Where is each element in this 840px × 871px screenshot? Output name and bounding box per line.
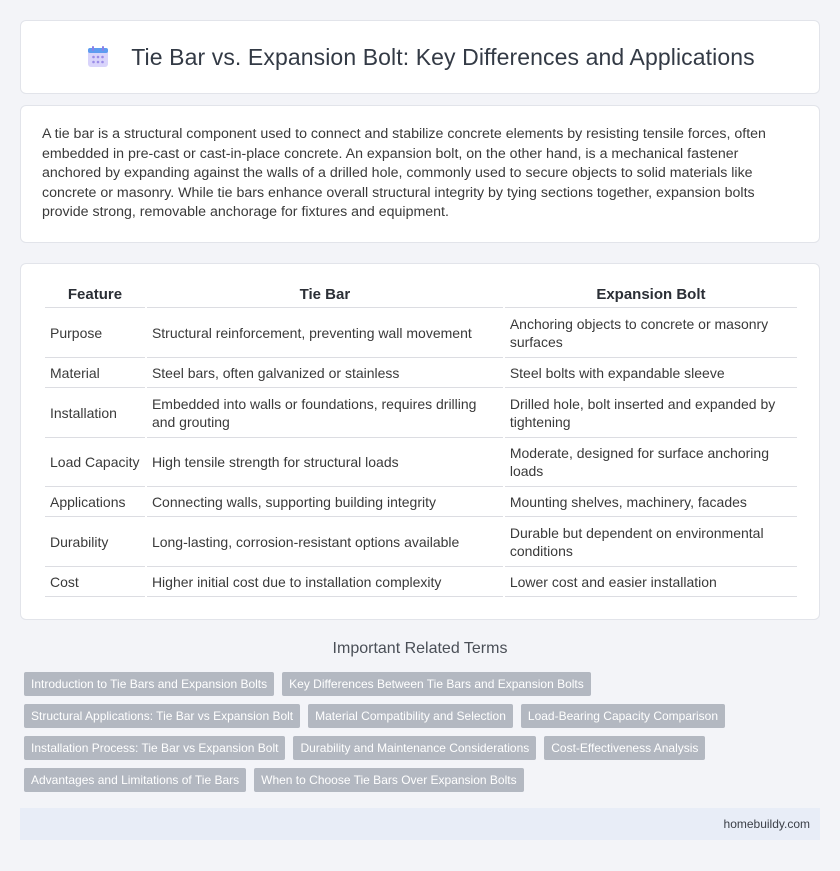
expansion-bolt-cell: Moderate, designed for surface anchoring loads bbox=[505, 438, 797, 487]
feature-cell: Durability bbox=[45, 517, 145, 567]
intro-text: A tie bar is a structural component used to connect and stabilize concrete elements by resisting tensile forces, often embedded in pre-cast or cast-in-place concrete. An expansion bolt, on the other hand, is a mechanical fastener anchored by expanding against the walls of a drilled hole, commonly used to secure objects to solid materials like concrete or masonry. While tie bars enhance overall structural integrity by tying sections together, expansion bolts provide strong, removable anchorage for fixtures and equipment. bbox=[42, 126, 766, 221]
expansion-bolt-cell: Durable but dependent on environmental conditions bbox=[505, 517, 797, 567]
footer-site[interactable]: homebuildy.com bbox=[723, 817, 810, 831]
expansion-bolt-cell: Steel bolts with expandable sleeve bbox=[505, 358, 797, 388]
footer bbox=[20, 808, 820, 840]
tie-bar-cell: Steel bars, often galvanized or stainless bbox=[147, 358, 503, 388]
feature-cell: Material bbox=[45, 358, 145, 388]
expansion-bolt-cell: Anchoring objects to concrete or masonry surfaces bbox=[505, 308, 797, 358]
feature-cell: Cost bbox=[45, 567, 145, 597]
header-expansion-bolt: Expansion Bolt bbox=[505, 284, 797, 308]
related-term-link[interactable]: Cost-Effectiveness Analysis bbox=[544, 736, 705, 760]
intro-card bbox=[20, 105, 820, 243]
feature-cell: Load Capacity bbox=[45, 438, 145, 487]
tag-row bbox=[24, 736, 824, 760]
page-title: Tie Bar vs. Expansion Bolt: Key Differences and Applications bbox=[131, 43, 755, 70]
table-row bbox=[45, 517, 797, 567]
expansion-bolt-cell: Drilled hole, bolt inserted and expanded by tightening bbox=[505, 388, 797, 438]
tie-bar-cell: High tensile strength for structural loads bbox=[147, 438, 503, 487]
table-row bbox=[45, 358, 797, 388]
related-term-link[interactable]: Installation Process: Tie Bar vs Expansion Bolt bbox=[24, 736, 285, 760]
related-terms-list bbox=[24, 672, 824, 800]
comparison-table bbox=[43, 284, 799, 597]
header-feature: Feature bbox=[45, 284, 145, 308]
tie-bar-cell: Higher initial cost due to installation complexity bbox=[147, 567, 503, 597]
comparison-table-card bbox=[20, 263, 820, 620]
feature-cell: Purpose bbox=[45, 308, 145, 358]
tag-row bbox=[24, 672, 824, 696]
tie-bar-cell: Connecting walls, supporting building integrity bbox=[147, 487, 503, 517]
table-row bbox=[45, 487, 797, 517]
feature-cell: Applications bbox=[45, 487, 145, 517]
related-term-link[interactable]: Durability and Maintenance Considerations bbox=[293, 736, 536, 760]
tag-row bbox=[24, 768, 824, 792]
tag-row bbox=[24, 704, 824, 728]
table-row bbox=[45, 388, 797, 438]
related-term-link[interactable]: Advantages and Limitations of Tie Bars bbox=[24, 768, 246, 792]
related-term-link[interactable]: Structural Applications: Tie Bar vs Expansion Bolt bbox=[24, 704, 300, 728]
related-term-link[interactable]: Load-Bearing Capacity Comparison bbox=[521, 704, 725, 728]
title-card bbox=[20, 20, 820, 94]
tie-bar-cell: Structural reinforcement, preventing wall movement bbox=[147, 308, 503, 358]
feature-cell: Installation bbox=[45, 388, 145, 438]
expansion-bolt-cell: Lower cost and easier installation bbox=[505, 567, 797, 597]
calendar-icon bbox=[85, 44, 111, 70]
related-term-link[interactable]: Introduction to Tie Bars and Expansion Bolts bbox=[24, 672, 274, 696]
tie-bar-cell: Long-lasting, corrosion-resistant options available bbox=[147, 517, 503, 567]
related-term-link[interactable]: Key Differences Between Tie Bars and Expansion Bolts bbox=[282, 672, 591, 696]
expansion-bolt-cell: Mounting shelves, machinery, facades bbox=[505, 487, 797, 517]
tie-bar-cell: Embedded into walls or foundations, requires drilling and grouting bbox=[147, 388, 503, 438]
related-term-link[interactable]: When to Choose Tie Bars Over Expansion Bolts bbox=[254, 768, 523, 792]
related-terms-title: Important Related Terms bbox=[332, 640, 508, 657]
header-tie-bar: Tie Bar bbox=[147, 284, 503, 308]
table-header-row bbox=[45, 284, 797, 308]
table-row bbox=[45, 308, 797, 358]
table-row bbox=[45, 438, 797, 487]
table-row bbox=[45, 567, 797, 597]
related-term-link[interactable]: Material Compatibility and Selection bbox=[308, 704, 513, 728]
